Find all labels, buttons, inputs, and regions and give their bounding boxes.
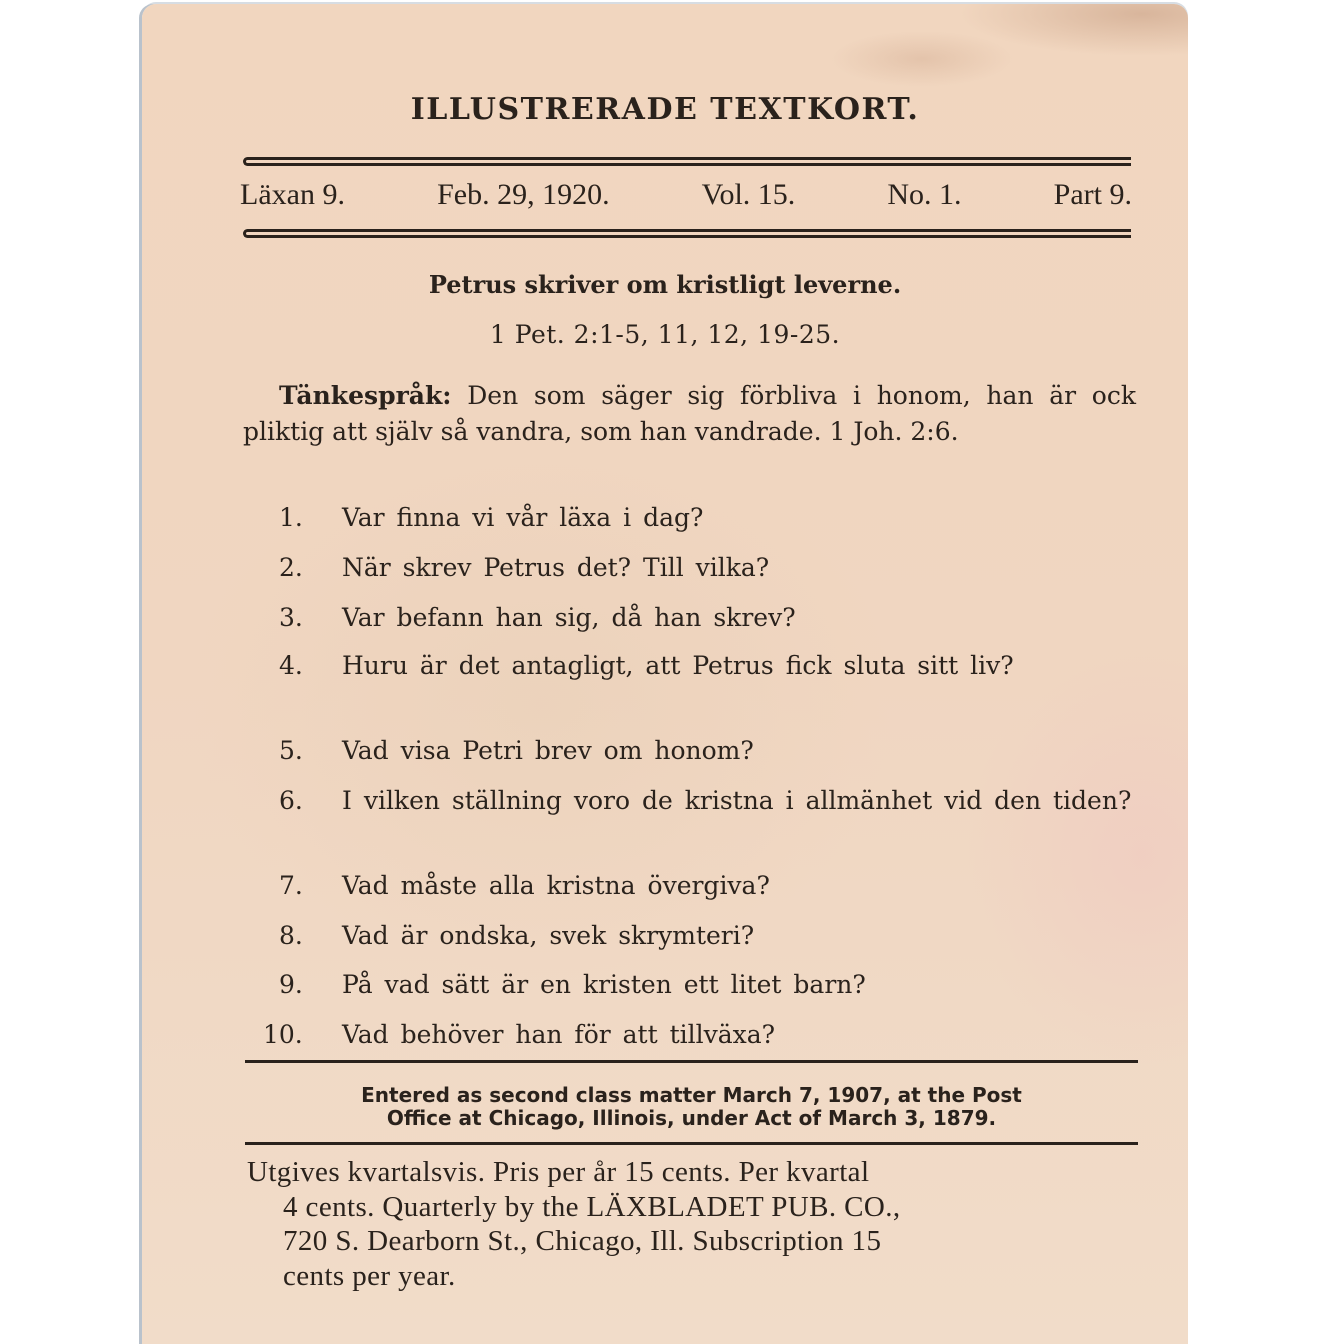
double-rule-bottom — [243, 229, 1131, 238]
question-number: 5. — [279, 736, 303, 765]
question-text: Vad behöver han för att tillväxa? — [342, 1020, 776, 1049]
part-number: Part 9. — [1053, 178, 1132, 211]
postal-notice-line-2: Office at Chicago, Illinois, under Act of March 3, 1879. — [386, 1106, 997, 1130]
question-number: 7. — [279, 871, 303, 900]
publisher-line-4: cents per year. — [283, 1259, 456, 1292]
postal-notice-line-1: Entered as second class matter March 7, 1907, at the Post — [361, 1083, 1022, 1107]
question-text: På vad sätt är en kristen ett litet barn? — [342, 970, 866, 999]
question-item — [243, 918, 1136, 954]
lesson-number: Läxan 9. — [240, 178, 345, 211]
question-number: 8. — [279, 921, 303, 950]
question-number: 3. — [279, 603, 303, 632]
rule-above-notice — [245, 1060, 1138, 1063]
question-item — [243, 967, 1136, 1003]
question-text: Vad visa Petri brev om honom? — [342, 736, 754, 765]
question-number: 6. — [279, 786, 303, 815]
question-text: Vad måste alla kristna övergiva? — [342, 871, 770, 900]
volume-number: Vol. 15. — [701, 178, 796, 211]
publisher-line-3: 720 S. Dearborn St., Chicago, Ill. Subscription 15 — [283, 1225, 882, 1257]
question-text: Huru är det antagligt, att Petrus fick sluta sitt liv? — [342, 651, 1014, 680]
issue-date: Feb. 29, 1920. — [437, 178, 610, 211]
publisher-line-1: Utgives kvartalsvis. Pris per år 15 cents. Per kvartal — [247, 1156, 870, 1188]
question-text: Var finna vi vår läxa i dag? — [342, 503, 704, 532]
question-item — [243, 500, 1136, 536]
question-item — [243, 600, 1136, 636]
question-item — [243, 783, 1136, 819]
thought-text: Den som säger sig förbliva i honom, han är ock pliktig att själv så vandra, som han vandrade. 1 Joh. 2:6. — [243, 381, 1136, 446]
text-card — [142, 4, 1188, 1344]
question-item — [243, 550, 1136, 586]
question-item — [243, 868, 1136, 904]
publisher-info — [247, 1155, 1137, 1293]
postal-notice — [245, 1084, 1138, 1130]
thought-label: Tänkespråk: — [279, 381, 452, 410]
double-rule-top — [243, 157, 1131, 166]
question-number: 2. — [279, 553, 303, 582]
question-text: Var befann han sig, då han skrev? — [342, 603, 796, 632]
question-number: 9. — [279, 970, 303, 999]
question-text: I vilken ställning voro de kristna i allmänhet vid den tiden? — [342, 786, 1132, 815]
question-number: 4. — [279, 651, 303, 680]
question-item — [243, 1017, 1136, 1053]
question-text: Vad är ondska, svek skrymteri? — [342, 921, 755, 950]
card-title: ILLUSTRERADE TEXTKORT. — [410, 92, 920, 127]
thought-paragraph — [243, 378, 1136, 450]
scripture-reference: 1 Pet. 2:1-5, 11, 12, 19-25. — [489, 320, 841, 349]
question-item — [243, 733, 1136, 769]
publisher-line-2: 4 cents. Quarterly by the LÄXBLADET PUB. CO., — [283, 1190, 901, 1223]
question-number: 10. — [263, 1020, 303, 1049]
question-number: 1. — [279, 503, 303, 532]
question-text: När skrev Petrus det? Till vilka? — [342, 553, 770, 582]
issue-number: No. 1. — [887, 178, 962, 211]
rule-below-notice — [245, 1142, 1138, 1145]
lesson-subtitle: Petrus skriver om kristligt leverne. — [428, 270, 902, 299]
issue-meta-row — [240, 178, 1132, 212]
question-item — [243, 648, 1136, 684]
